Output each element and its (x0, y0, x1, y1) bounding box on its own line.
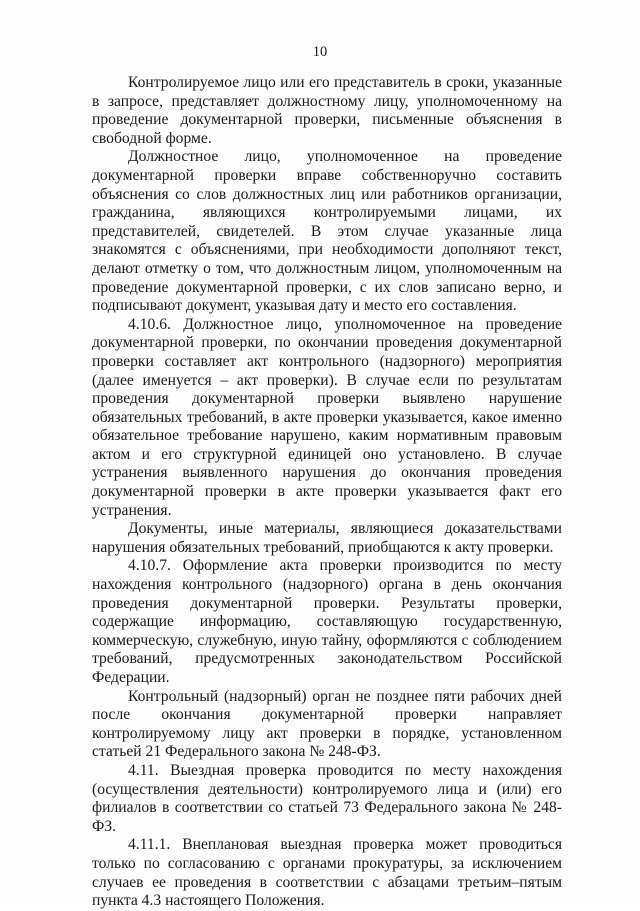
document-body (92, 74, 562, 911)
paragraph-4-10-7: 4.10.7. Оформление акта проверки производится по месту нахождения контрольного (надзорного) органа в день окончания проведения документарной проверки. Результаты проверки, содержащие информацию, составляющую государственную, коммерческую, служебную, иную тайну, оформляются с соблюдением требований, предусмотренных законодательством Российской Федерации. (92, 557, 562, 686)
paragraph-4-10-6: 4.10.6. Должностное лицо, уполномоченное на проведение документарной проверки, по окончании проведения документарной проверки составляет акт контрольного (надзорного) мероприятия (далее именуется – акт проверки). В случае если по результатам проведения документарной проверки выявлено нарушение обязательных требований, в акте проверки указывается, какое именно обязательное требование нарушено, каким нормативным правовым актом и его структурной единицей оно установлено. В случае устранения выявленного нарушения до окончания проведения документарной проверки в акте проверки указывается факт его устранения. (92, 315, 562, 519)
paragraph-evidence-documents: Документы, иные материалы, являющиеся доказательствами нарушения обязательных требований, приобщаются к акту проверки. (92, 520, 562, 556)
paragraph-explanations-submission: Контролируемое лицо или его представитель в сроки, указанные в запросе, представляет должностному лицу, уполномоченному на проведение документарной проверки, письменные объяснения в свободной форме. (92, 74, 562, 147)
paragraph-official-explanations: Должностное лицо, уполномоченное на проведение документарной проверки вправе собственноручно составить объяснения со слов должностных лиц или работников организации, гражданина, являющихся контролируемыми лицами, их представителей, свидетелей. В этом случае указанные лица знакомятся с объяснениями, при необходимости дополняют текст, делают отметку о том, что должностным лицом, уполномоченным на проведение документарной проверки, с их слов записано верно, и подписывают документ, указывая дату и место его составления. (92, 148, 562, 315)
paragraph-act-delivery: Контрольный (надзорный) орган не позднее пяти рабочих дней после окончания документарной проверки направляет контролируемому лицу акт проверки в порядке, установленном статьей 21 Федерального закона № 248-ФЗ. (92, 687, 562, 761)
page-number: 10 (312, 44, 328, 60)
paragraph-4-11-1: 4.11.1. Внеплановая выездная проверка может проводиться только по согласованию с органами прокуратуры, за исключением случаев ее проведения в соответствии с абзацами третьим–пятым пункта 4.3 настоящего Положения. (92, 836, 562, 910)
paragraph-4-11: 4.11. Выездная проверка проводится по месту нахождения (осуществления деятельности) контролируемого лица и (или) его филиалов в соответствии со статьей 73 Федерального закона № 248-ФЗ. (92, 761, 562, 835)
